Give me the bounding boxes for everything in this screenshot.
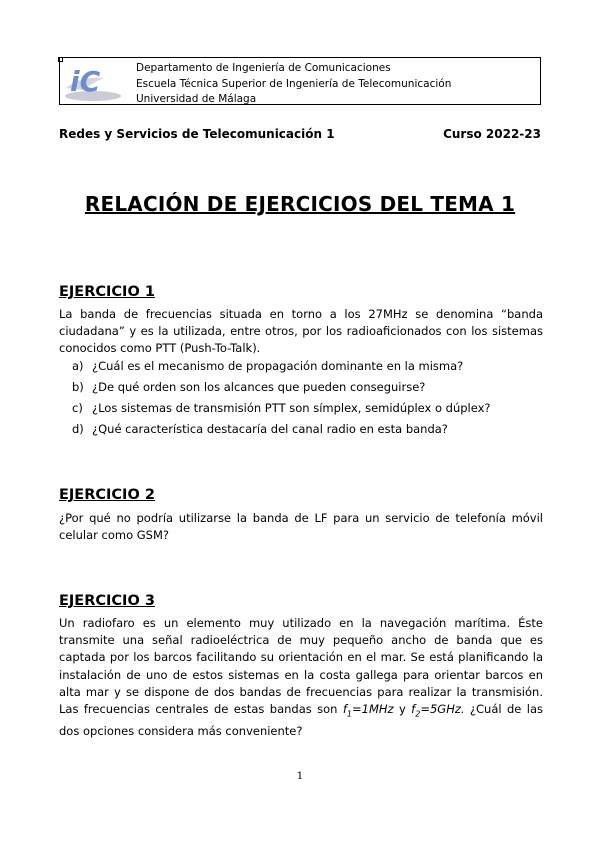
course-info (59, 127, 541, 141)
exercise-3-text-before: Un radiofaro es un elemento muy utilizado en la navegación marítima. Éste transmite una señal radioeléctrica de muy pequeño ancho de banda que es captada por los barcos facilitando su orientación en el mar. Se está planificando la instalación de uno de estos sistemas en la costa gallega para orientar barcos en alta mar y se dispone de dos bandas de frecuencias para realizar la transmisión. Las frecuencias centrales de estas bandas son (59, 616, 543, 717)
exercise-3-text-after: ¿Cuál de las dos opciones considera más conveniente? (59, 702, 543, 738)
question-item (72, 377, 491, 398)
department-name: Departamento de Ingeniería de Comunicaciones (136, 62, 391, 74)
university-name: Universidad de Málaga (136, 93, 257, 105)
question-letter: b) (72, 380, 84, 394)
frequency-1: $f_1=1MHz$ (342, 702, 394, 719)
exercise-1-questions (72, 356, 491, 440)
document-title: RELACIÓN DE EJERCICIOS DEL TEMA 1 (84, 192, 516, 216)
institution-header (59, 57, 541, 105)
question-text: ¿Qué característica destacaría del canal radio en esta banda? (92, 422, 448, 436)
question-letter: a) (72, 359, 84, 373)
exercise-2-heading: EJERCICIO 2 (59, 487, 155, 503)
exercise-3-text: Un radiofaro es un elemento muy utilizado en la navegación marítima. Éste transmite una señal radioeléctrica de muy pequeño ancho de banda que es captada por los barcos facilitando su orientación en el mar. Se está planificando la instalación de uno de estos sistemas en la costa gallega para orientar barcos en alta mar y se dispone de dos bandas de frecuencias para realizar la transmisión. Las frecuencias centrales de estas bandas son $f_1=1MHz$ y $f_2=5GHz$. ¿Cuál de las dos opciones considera más conveniente? (59, 616, 543, 738)
question-letter: c) (72, 401, 83, 415)
question-text: ¿Los sistemas de transmisión PTT son símplex, semidúplex o dúplex? (92, 401, 491, 415)
exercise-1-heading: EJERCICIO 1 (59, 284, 155, 300)
exercise-2-text: ¿Por qué no podría utilizarse la banda de LF para un servicio de telefonía móvil celular como GSM? (59, 511, 543, 543)
question-text: ¿Cuál es el mecanismo de propagación dominante en la misma? (92, 359, 464, 373)
exercise-1-text: La banda de frecuencias situada en torno a los 27MHz se denomina “banda ciudadana” y es la utilizada, entre otros, por los radioaficionados con los sistemas conocidos como PTT (Push-To-Talk). (59, 307, 543, 356)
exercise-3-heading: EJERCICIO 3 (59, 593, 155, 609)
question-item (72, 398, 491, 419)
question-letter: d) (72, 422, 84, 436)
question-text: ¿De qué orden son los alcances que pueden conseguirse? (92, 380, 426, 394)
page-number: 1 (296, 770, 304, 782)
frequency-2: $f_2=5GHz$. (411, 702, 465, 719)
question-item (72, 356, 491, 377)
logo-lettering: iC (70, 65, 101, 98)
school-name: Escuela Técnica Superior de Ingeniería de Telecomunicación (136, 77, 452, 90)
academic-year: Curso 2022-23 (443, 127, 541, 141)
university-logo (60, 58, 130, 104)
question-item (72, 419, 491, 440)
subject-name: Redes y Servicios de Telecomunicación 1 (59, 127, 335, 141)
